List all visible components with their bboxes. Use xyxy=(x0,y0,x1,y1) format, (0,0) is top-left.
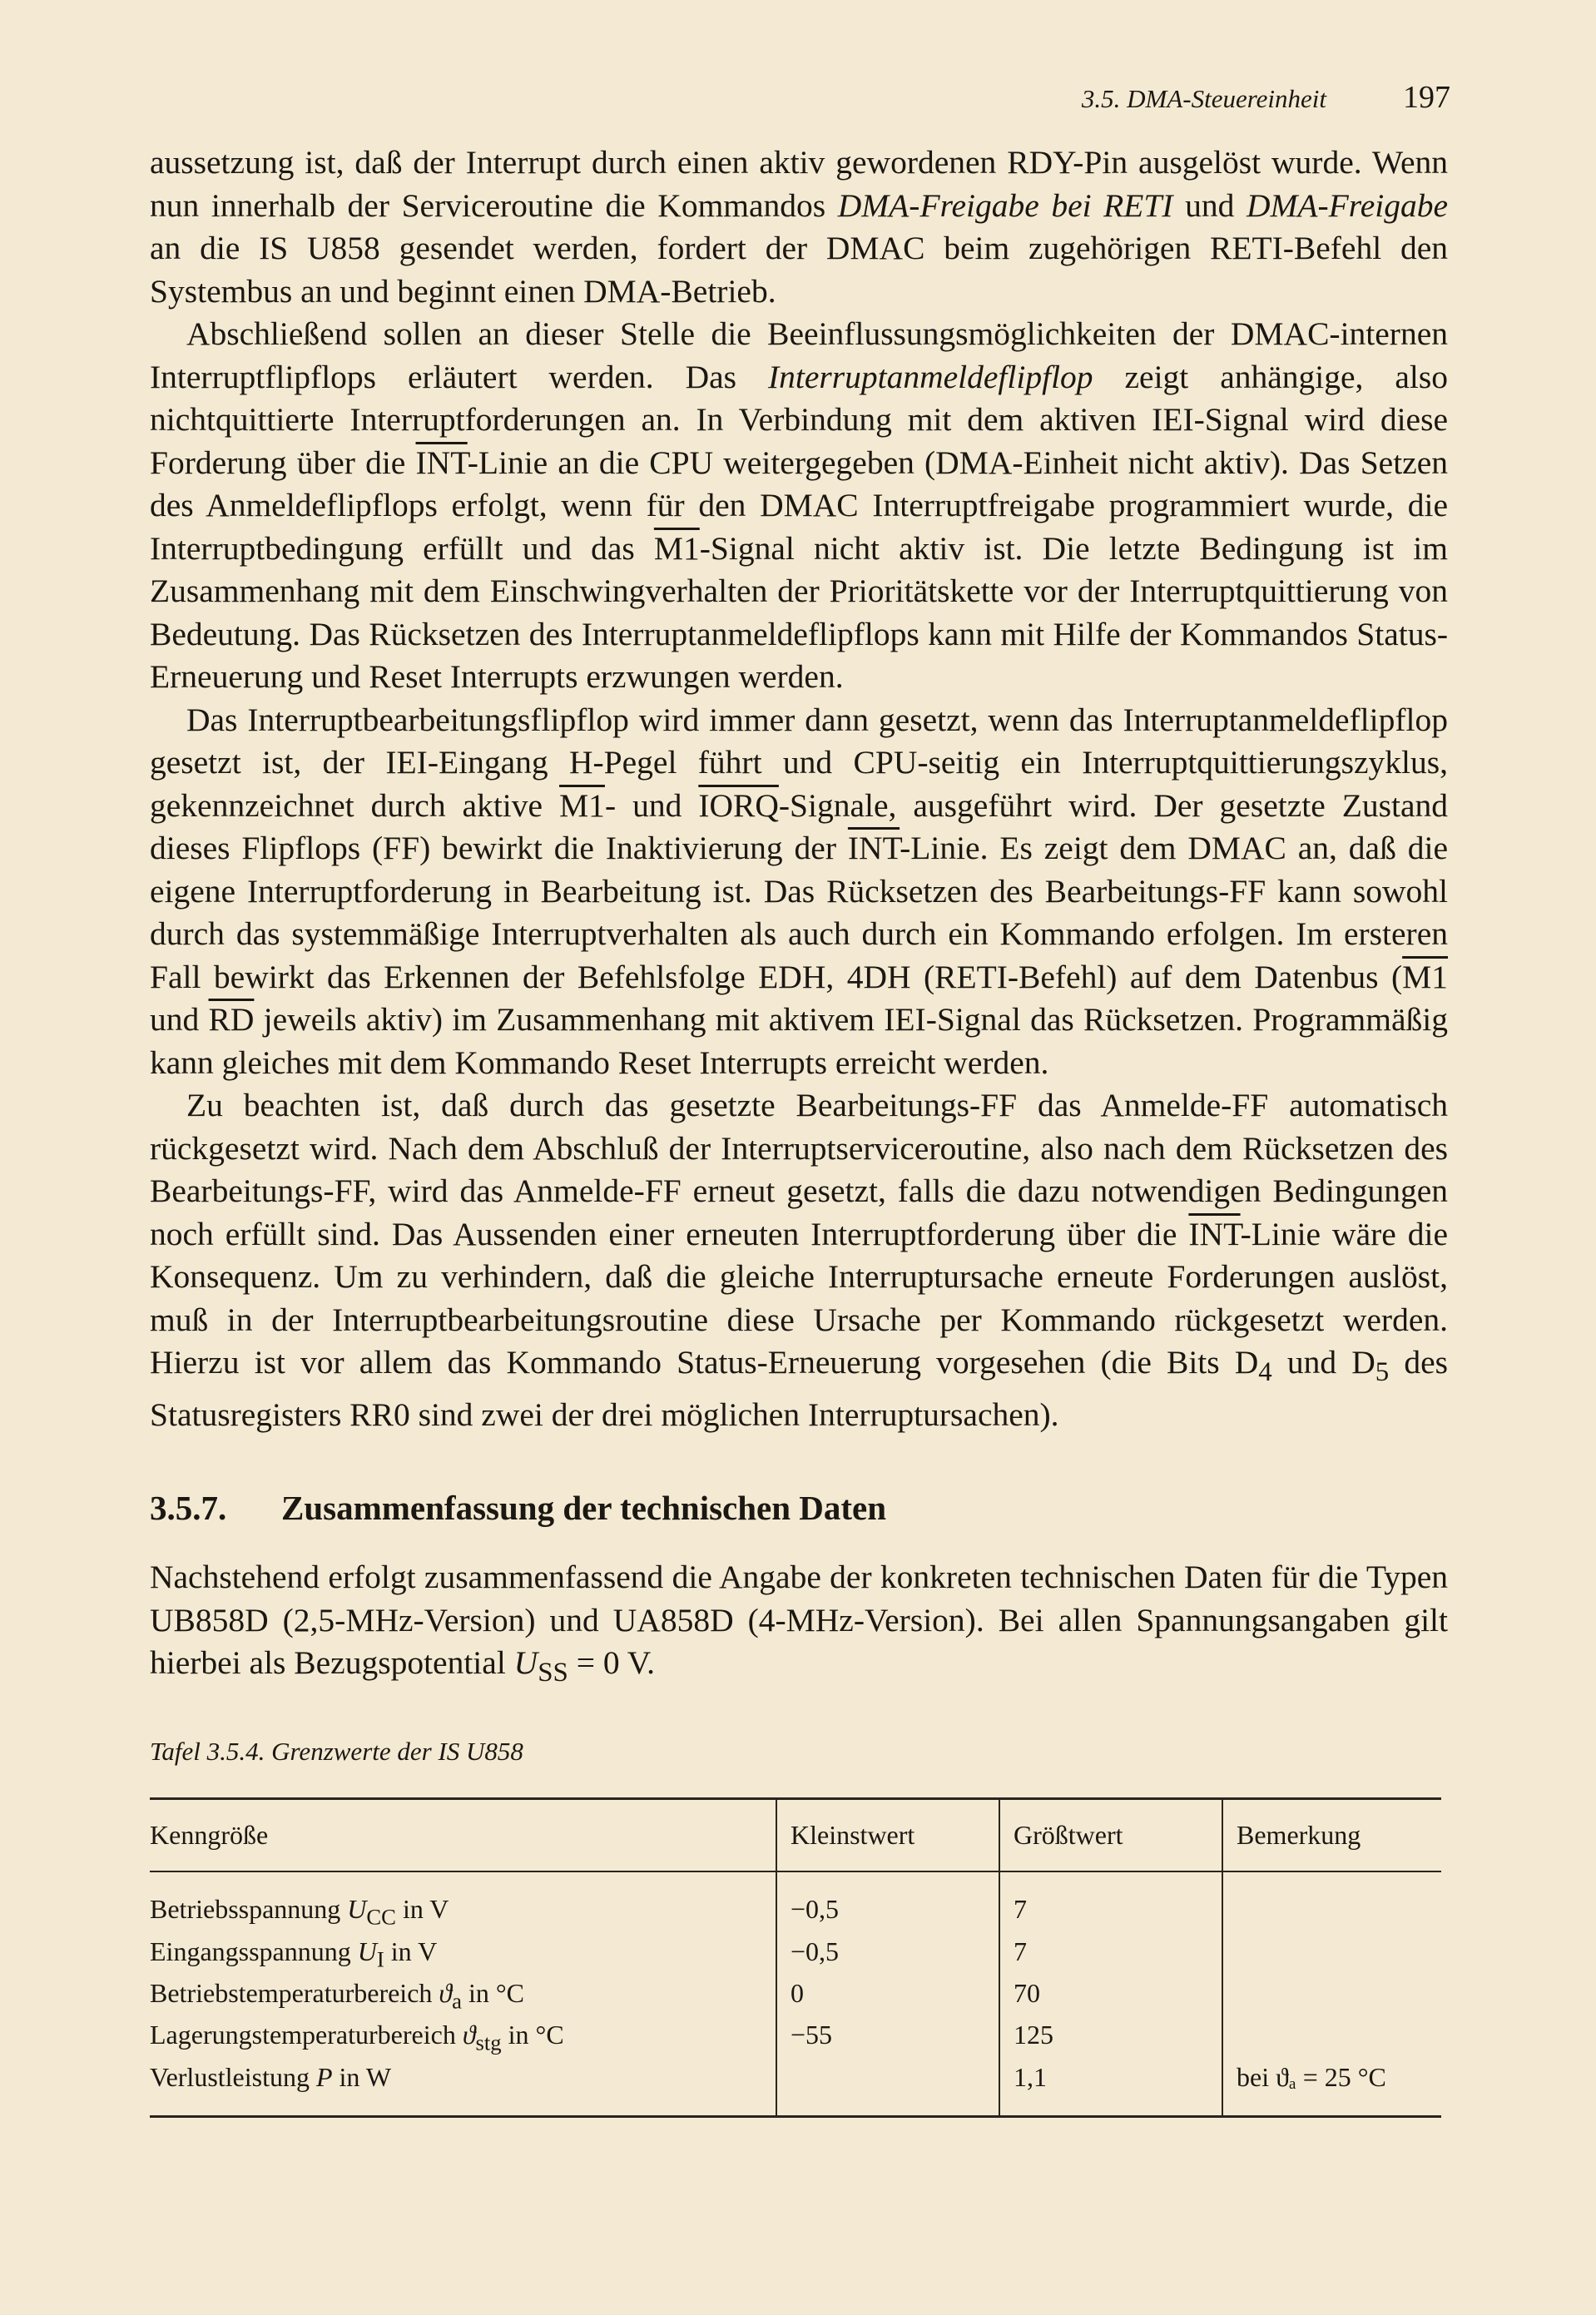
param-cell xyxy=(150,1871,776,1934)
paragraph-3 xyxy=(150,699,1448,1085)
text-run: Abschließend sollen an dieser Stelle die Beeinflussungsmöglichkeiten der DMAC-internen Interruptflipflops erläutert werden. Das xyxy=(150,315,1448,395)
text-run: und D xyxy=(1271,1344,1375,1381)
table-row xyxy=(150,1871,1441,1934)
column-header: Kleinstwert xyxy=(776,1799,999,1872)
text-run: und xyxy=(1172,186,1247,224)
text-run: in V xyxy=(384,1936,438,1966)
paragraph-2 xyxy=(150,313,1448,699)
note-cell xyxy=(1222,1871,1441,1934)
page-body xyxy=(150,141,1448,2118)
overline-signal: $\overline{INT}$ xyxy=(415,444,468,481)
text-run: in °C xyxy=(501,2020,564,2050)
text-run: -Signal nicht aktiv ist. Die letzte Bedingung ist im Zusammenhang mit dem Einschwingverhalten der Prioritätskette vor der Interruptquittierung von Bedeutung. Das Rücksetzen des Interruptanmeldeflipflops kann mit Hilfe der Kommandos Status-Erneuerung und Reset Interrupts erzwungen werden. xyxy=(150,529,1448,695)
max-cell: 7 xyxy=(999,1935,1222,1976)
variable: U xyxy=(513,1644,538,1682)
page-number: 197 xyxy=(1403,80,1450,115)
max-cell: 1,1 xyxy=(999,2060,1222,2117)
text-run: Betriebstemperaturbereich xyxy=(150,1978,439,2009)
text-run: Nachstehend erfolgt zusammenfassend die Angabe der konkreten technischen Daten für die Typen UB858D (2,5-MHz-Version) und UA858D (4-MHz-Version). Bei allen Spannungsangaben gilt hierbei als Bezugspotential xyxy=(150,1559,1448,1682)
subscript: 5 xyxy=(1375,1356,1390,1387)
param-cell xyxy=(150,1935,776,1976)
subscript: 4 xyxy=(1258,1356,1272,1387)
text-run: jeweils aktiv) im Zusammenhang mit aktivem IEI-Signal das Rücksetzen. Programmäßig kann gleiches mit dem Kommando Reset Interrupts erreicht werden. xyxy=(150,1001,1448,1081)
variable: ϑ xyxy=(439,1978,453,2009)
subscript: I xyxy=(376,1946,384,1972)
emphasis: DMA-Freigabe xyxy=(1246,186,1448,224)
text-run: Zu beachten ist, daß durch das gesetzte Bearbeitungs-FF das Anmelde-FF automatisch rückgesetzt wird. Nach dem Abschluß der Interruptserviceroutine, also nach dem Rücksetzen des Bearbeitungs-FF, wird das Anmelde-FF erneut gesetzt, falls die dazu notwendigen Bedingungen noch erfüllt sind. Das Aussenden einer erneuten Interruptforderung über die xyxy=(150,1087,1448,1252)
table-row xyxy=(150,1976,1441,2018)
table-header-row xyxy=(150,1799,1441,1872)
subscript: a xyxy=(452,1988,462,2014)
text-run: Verlustleistung xyxy=(150,2061,316,2092)
min-cell: −0,5 xyxy=(776,1935,999,1976)
min-cell: 0 xyxy=(776,1976,999,2018)
note-cell xyxy=(1222,1935,1441,1976)
param-cell xyxy=(150,2060,776,2117)
variable: U xyxy=(357,1936,377,1966)
subscript: SS xyxy=(538,1658,568,1688)
text-run: aussetzung ist, daß der Interrupt durch einen aktiv gewordenen RDY-Pin ausgelöst wurde. Wenn nun innerhalb der Serviceroutine die Kommandos xyxy=(150,144,1448,224)
section-number: 3.5.7. xyxy=(150,1488,227,1527)
overline-signal: M1 xyxy=(559,786,605,824)
variable: ϑ xyxy=(462,2020,476,2050)
min-cell: −55 xyxy=(776,2018,999,2060)
min-cell: −0,5 xyxy=(776,1871,999,1934)
text-run: Eingangsspannung xyxy=(150,1936,358,1966)
min-cell xyxy=(776,2060,999,2117)
text-run: Lagerungstemperaturbereich xyxy=(150,2020,463,2050)
text-run: = 0 V. xyxy=(568,1644,656,1682)
paragraph-4 xyxy=(150,1084,1448,1437)
running-header xyxy=(1082,79,1450,116)
param-cell xyxy=(150,1976,776,2018)
note-cell: bei ϑₐ = 25 °C xyxy=(1222,2060,1441,2117)
overline-signal: IORQ xyxy=(698,786,779,824)
max-cell: 70 xyxy=(999,1976,1222,2018)
section-title: Zusammenfassung der technischen Daten xyxy=(281,1488,887,1527)
variable: P xyxy=(315,2061,333,2092)
subscript: CC xyxy=(366,1904,396,1930)
text-run: und xyxy=(150,1001,209,1038)
param-cell xyxy=(150,2018,776,2060)
text-run: Das Interruptbearbeitungsflipflop wird immer dann gesetzt, wenn das Interruptanmeldeflipflop gesetzt ist, der IEI-Eingang H-Pegel führt und CPU-seitig ein Interruptquittierungszyklus, gekennzeichnet durch aktive xyxy=(150,701,1448,824)
emphasis: DMA-Freigabe bei RETI xyxy=(837,186,1173,224)
text-run: in °C xyxy=(461,1978,524,2009)
table-caption: Tafel 3.5.4. Grenzwerte der IS U858 xyxy=(150,1736,523,1766)
table-row xyxy=(150,1935,1441,1976)
subscript: stg xyxy=(475,2030,502,2055)
note-cell xyxy=(1222,1976,1441,2018)
overline-signal: M1 xyxy=(653,529,700,567)
text-run: in V xyxy=(395,1894,449,1925)
column-header: Größtwert xyxy=(999,1799,1222,1872)
table-row xyxy=(150,2018,1441,2060)
text-run: zeigt anhängige, also nichtquittierte Interruptforderungen an. In Verbindung mit dem aktiven IEI-Signal wird diese Forderung über die xyxy=(150,358,1449,481)
table-row xyxy=(150,2060,1441,2117)
max-cell: 7 xyxy=(999,1871,1222,1934)
text-run: -Linie. Es zeigt dem DMAC an, daß die eigene Interruptforderung in Bearbeitung ist. Das Rücksetzen des Bearbeitungs-FF kann sowohl durch das systemmäßige Interruptverhalten als auch durch ein Kommando erfolgen. Im ersteren Fall bewirkt das Erkennen der Befehlsfolge EDH, 4DH (RETI-Befehl) auf dem Datenbus ( xyxy=(150,830,1448,995)
running-header-section: 3.5. DMA-Steuereinheit xyxy=(1081,84,1326,113)
limits-table xyxy=(150,1797,1441,2118)
text-run: in W xyxy=(332,2061,392,2092)
column-header: Kenngröße xyxy=(150,1799,776,1872)
section-heading xyxy=(150,1487,1448,1530)
variable: U xyxy=(347,1894,367,1925)
overline-signal: $\overline{INT}$ xyxy=(847,830,900,866)
text-run: -Linie wäre die Konsequenz. Um zu verhindern, daß die gleiche Interruptursache erneute Forderungen auslöst, muß in der Interruptbearbeitungsroutine diese Ursache per Kommando rückgesetzt werden. Hierzu ist vor allem das Kommando Status-Erneuerung vorgesehen (die Bits D xyxy=(150,1215,1448,1381)
overline-signal: $\overline{INT}$ xyxy=(1188,1215,1241,1252)
emphasis: Interruptanmeldeflipflop xyxy=(767,358,1093,395)
overline-signal: M1 xyxy=(1402,958,1448,995)
paragraph-5 xyxy=(150,1556,1448,1694)
text-run: des Statusregisters RR0 sind zwei der drei möglichen Interruptursachen). xyxy=(150,1344,1449,1434)
max-cell: 125 xyxy=(999,2018,1222,2060)
text-run: -Linie an die CPU weitergegeben (DMA-Einheit nicht aktiv). Das Setzen des Anmeldeflipflops erfolgt, wenn für den DMAC Interruptfreigabe programmiert wurde, die Interruptbedingung erfüllt und das xyxy=(150,444,1448,567)
column-header: Bemerkung xyxy=(1222,1799,1441,1872)
text-run: an die IS U858 gesendet werden, fordert der DMAC beim zugehörigen RETI-Befehl den Systembus an und beginnt einen DMA-Betrieb. xyxy=(150,230,1448,310)
paragraph-1 xyxy=(150,141,1448,313)
text-run: - und xyxy=(604,786,699,824)
overline-signal: $\overline{RD}$ xyxy=(208,1001,255,1038)
text-run: Betriebsspannung xyxy=(150,1894,348,1925)
note-cell xyxy=(1222,2018,1441,2060)
text-run: -Signale, ausgeführt wird. Der gesetzte Zustand dieses Flipflops (FF) bewirkt die Inaktivierung der xyxy=(150,786,1449,866)
